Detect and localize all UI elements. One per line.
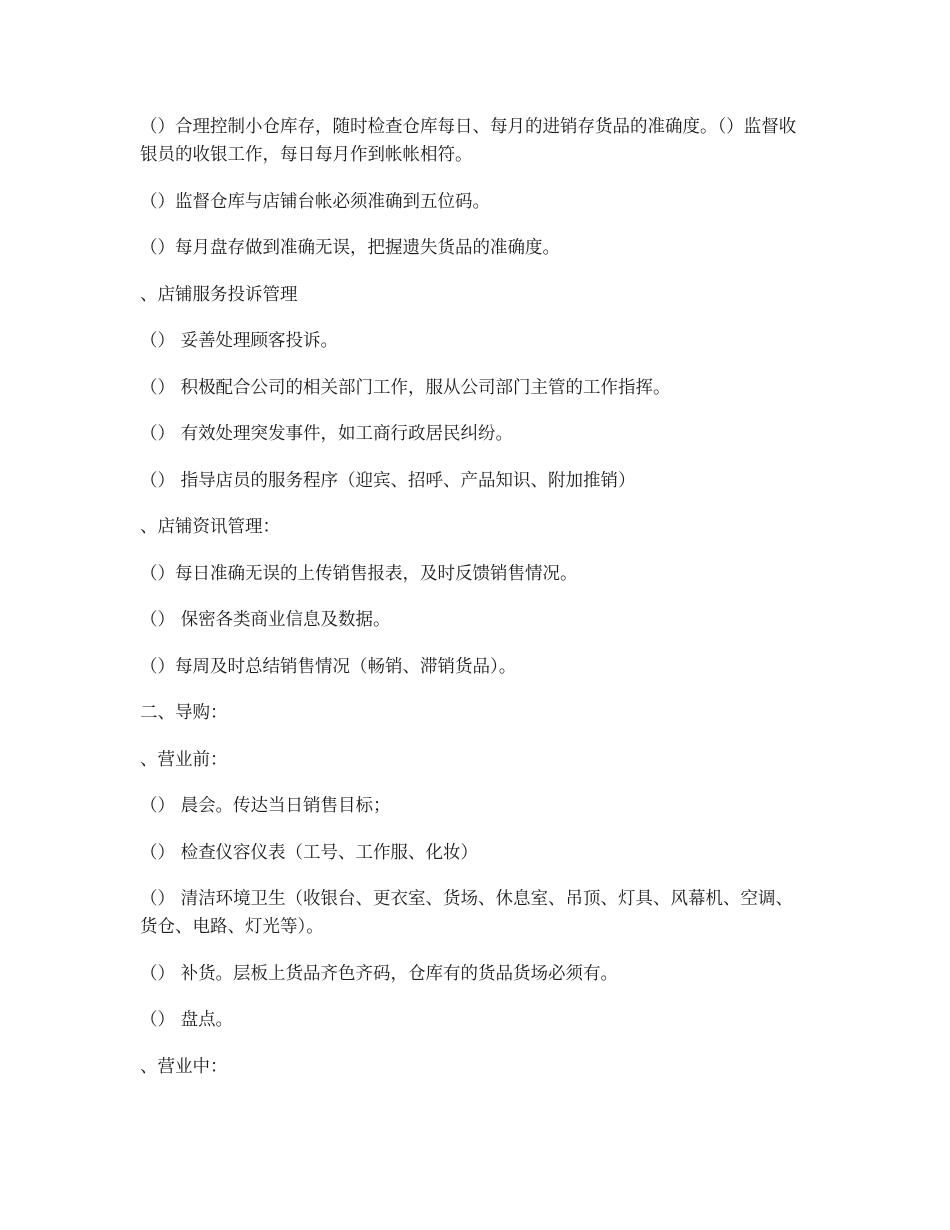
paragraph-daily-report: （）每日准确无误的上传销售报表，及时反馈销售情况。 <box>140 563 578 584</box>
paragraph-service-procedure: （） 指导店员的服务程序（迎宾、招呼、产品知识、附加推销） <box>140 470 636 491</box>
paragraph-cooperate-departments: （） 积极配合公司的相关部门工作，服从公司部门主管的工作指挥。 <box>140 377 671 398</box>
paragraph-cleaning: （） 清洁环境卫生（收银台、更衣室、货场、休息室、吊顶、灯具、风幕机、空调、货仓、电路、灯光等）。 <box>140 889 794 937</box>
section-heading-before-opening: 、营业前： <box>140 749 228 770</box>
paragraph-weekly-summary: （）每周及时总结销售情况（畅销、滞销货品）。 <box>140 656 517 677</box>
paragraph-handle-complaints: （） 妥善处理顾客投诉。 <box>140 331 339 351</box>
paragraph-inventory-control: （）合理控制小仓库存，随时检查仓库每日、每月的进销存货品的准确度。（）监督收银员的收银工作，每日每月作到帐帐相符。 <box>140 117 797 165</box>
paragraph-inventory-count: （） 盘点。 <box>140 1010 234 1030</box>
paragraph-emergencies: （） 有效处理突发事件，如工商行政居民纠纷。 <box>140 424 514 444</box>
paragraph-confidentiality: （） 保密各类商业信息及数据。 <box>140 610 391 630</box>
paragraph-appearance-check: （） 检查仪容仪表（工号、工作服、化妆） <box>140 842 479 863</box>
section-heading-during-business: 、营业中： <box>140 1056 228 1077</box>
document-page <box>140 113 810 1099</box>
section-heading-complaints: 、店铺服务投诉管理 <box>140 284 298 305</box>
paragraph-monthly-stocktake: （）每月盘存做到准确无误，把握遗失货品的准确度。 <box>140 238 560 258</box>
paragraph-morning-meeting: （） 晨会。传达当日销售目标； <box>140 796 391 816</box>
paragraph-restocking: （） 补货。层板上货品齐色齐码，仓库有的货品货场必须有。 <box>140 963 619 984</box>
section-heading-shopping-guide: 二、导购： <box>140 703 228 723</box>
paragraph-ledger-accuracy: （）监督仓库与店铺台帐必须准确到五位码。 <box>140 191 490 212</box>
section-heading-information: 、店铺资讯管理： <box>140 517 280 537</box>
